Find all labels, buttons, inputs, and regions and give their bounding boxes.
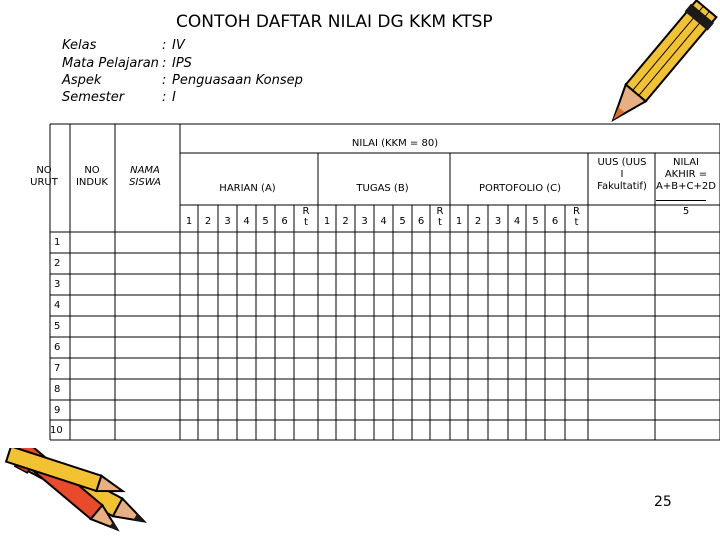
row-number: 4	[54, 300, 61, 311]
tugas-col-2: 2	[342, 216, 349, 227]
portofolio-rt: R t	[573, 206, 580, 228]
harian-col-3: 3	[224, 216, 231, 227]
row-number: 3	[54, 279, 61, 290]
row-number: 6	[54, 342, 61, 353]
no-induk-header: NO INDUK	[75, 165, 108, 188]
portofolio-header: PORTOFOLIO (C)	[478, 183, 562, 194]
harian-col-5: 5	[262, 216, 269, 227]
tugas-header: TUGAS (B)	[356, 183, 409, 194]
pencil-bundle-icon	[0, 448, 175, 538]
row-number: 2	[54, 258, 61, 269]
row-number: 10	[50, 425, 63, 436]
tugas-col-6: 6	[417, 216, 425, 227]
tugas-col-3: 3	[361, 216, 368, 227]
portofolio-col-1: 1	[455, 216, 463, 227]
nilai-akhir-denominator: 5	[682, 206, 690, 217]
meta-kelas: Kelas : IV	[62, 38, 185, 53]
meta-aspek: Aspek : Penguasaan Konsep	[62, 73, 303, 88]
pencil-icon	[590, 0, 720, 140]
row-number: 7	[54, 363, 61, 374]
nilai-header: NILAI (KKM = 80)	[351, 138, 439, 149]
meta-semester: Semester : I	[62, 90, 176, 105]
portofolio-col-2: 2	[474, 216, 482, 227]
harian-col-1: 1	[185, 216, 193, 227]
tugas-col-1: 1	[323, 216, 331, 227]
harian-rt: R t	[302, 206, 310, 228]
page-title: CONTOH DAFTAR NILAI DG KKM KTSP	[176, 12, 493, 32]
row-number: 8	[54, 384, 61, 395]
meta-mata-pelajaran: Mata Pelajaran : IPS	[62, 56, 192, 71]
harian-col-2: 2	[204, 216, 212, 227]
tugas-rt: R t	[436, 206, 444, 228]
harian-col-4: 4	[243, 216, 250, 227]
row-number: 9	[54, 405, 61, 416]
fraction-line	[656, 200, 706, 201]
nilai-akhir-header: NILAI AKHIR = A+B+C+2D	[656, 157, 716, 192]
tugas-col-4: 4	[380, 216, 387, 227]
harian-col-6: 6	[281, 216, 288, 227]
page-number: 25	[654, 494, 672, 510]
no-urut-header: NO URUT	[30, 165, 58, 188]
portofolio-col-6: 6	[551, 216, 559, 227]
portofolio-col-3: 3	[494, 216, 502, 227]
nama-siswa-header: NAMA SISWA	[129, 165, 161, 188]
tugas-col-5: 5	[399, 216, 406, 227]
row-number: 5	[54, 321, 61, 332]
harian-header: HARIAN (A)	[219, 183, 276, 194]
uus-header: UUS (UUS I Fakultatif)	[597, 157, 647, 192]
portofolio-col-4: 4	[513, 216, 521, 227]
portofolio-col-5: 5	[532, 216, 539, 227]
row-number: 1	[54, 237, 61, 248]
